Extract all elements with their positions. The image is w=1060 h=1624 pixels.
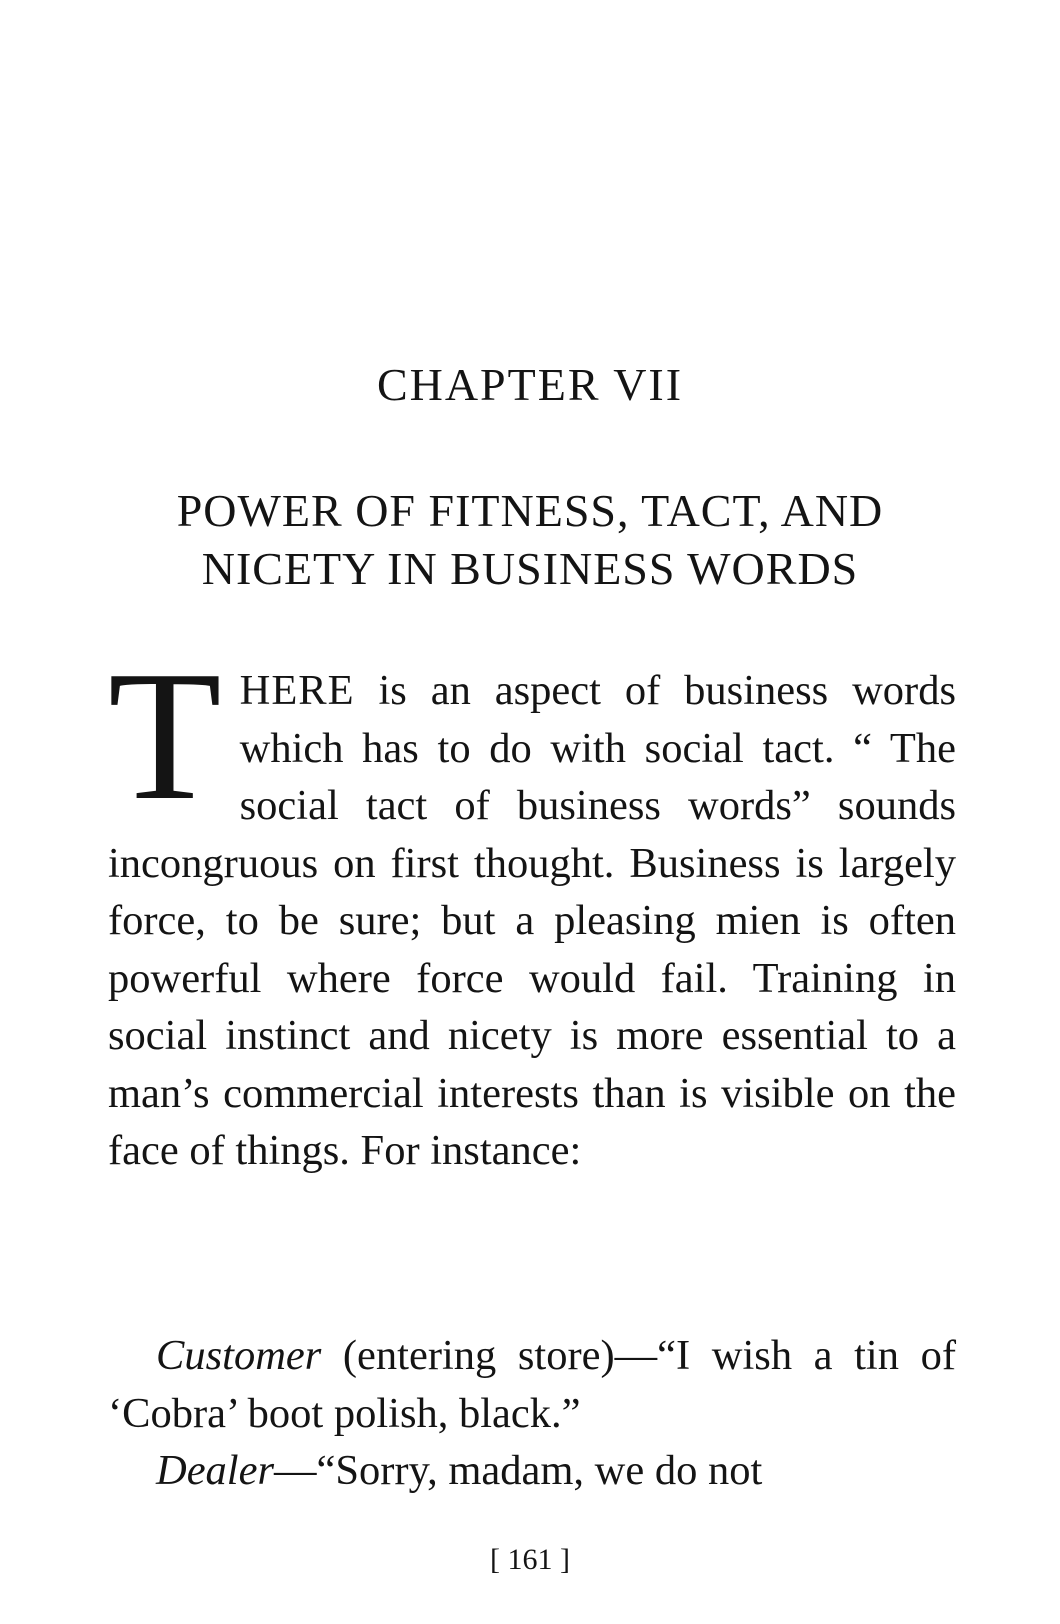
chapter-title: POWER OF FITNESS, TACT, AND NICETY IN BUSINESS WORDS [176, 485, 884, 594]
chapter-number: CHAPTER VII [376, 359, 684, 410]
opening-paragraph [108, 633, 956, 1180]
dialogue-text: (entering store)—“I wish a tin of ‘Cobra’ boot polish, black.” [108, 1332, 956, 1437]
opening-words: HERE [239, 667, 355, 714]
dialogue-line-dealer [108, 1442, 956, 1500]
dialogue-line-customer [108, 1327, 956, 1442]
dialogue-text: —“Sorry, madam, we do not [274, 1447, 763, 1494]
paragraph-text: is an aspect of business words which has to do with social tact. “ The social tact of business words” sounds incongruous on first thought. Business is largely force, to be sure; but a pleasing mien is often powerful where force would fail. Training in social instinct and nicety is more essential to a man’s commercial interests than is visible on the face of things. For instance: [108, 667, 956, 1174]
page-number: [ 161 ] [490, 1543, 570, 1576]
drop-cap: T [108, 633, 222, 839]
speaker-name: Dealer [156, 1447, 275, 1494]
speaker-name: Customer [156, 1332, 322, 1379]
